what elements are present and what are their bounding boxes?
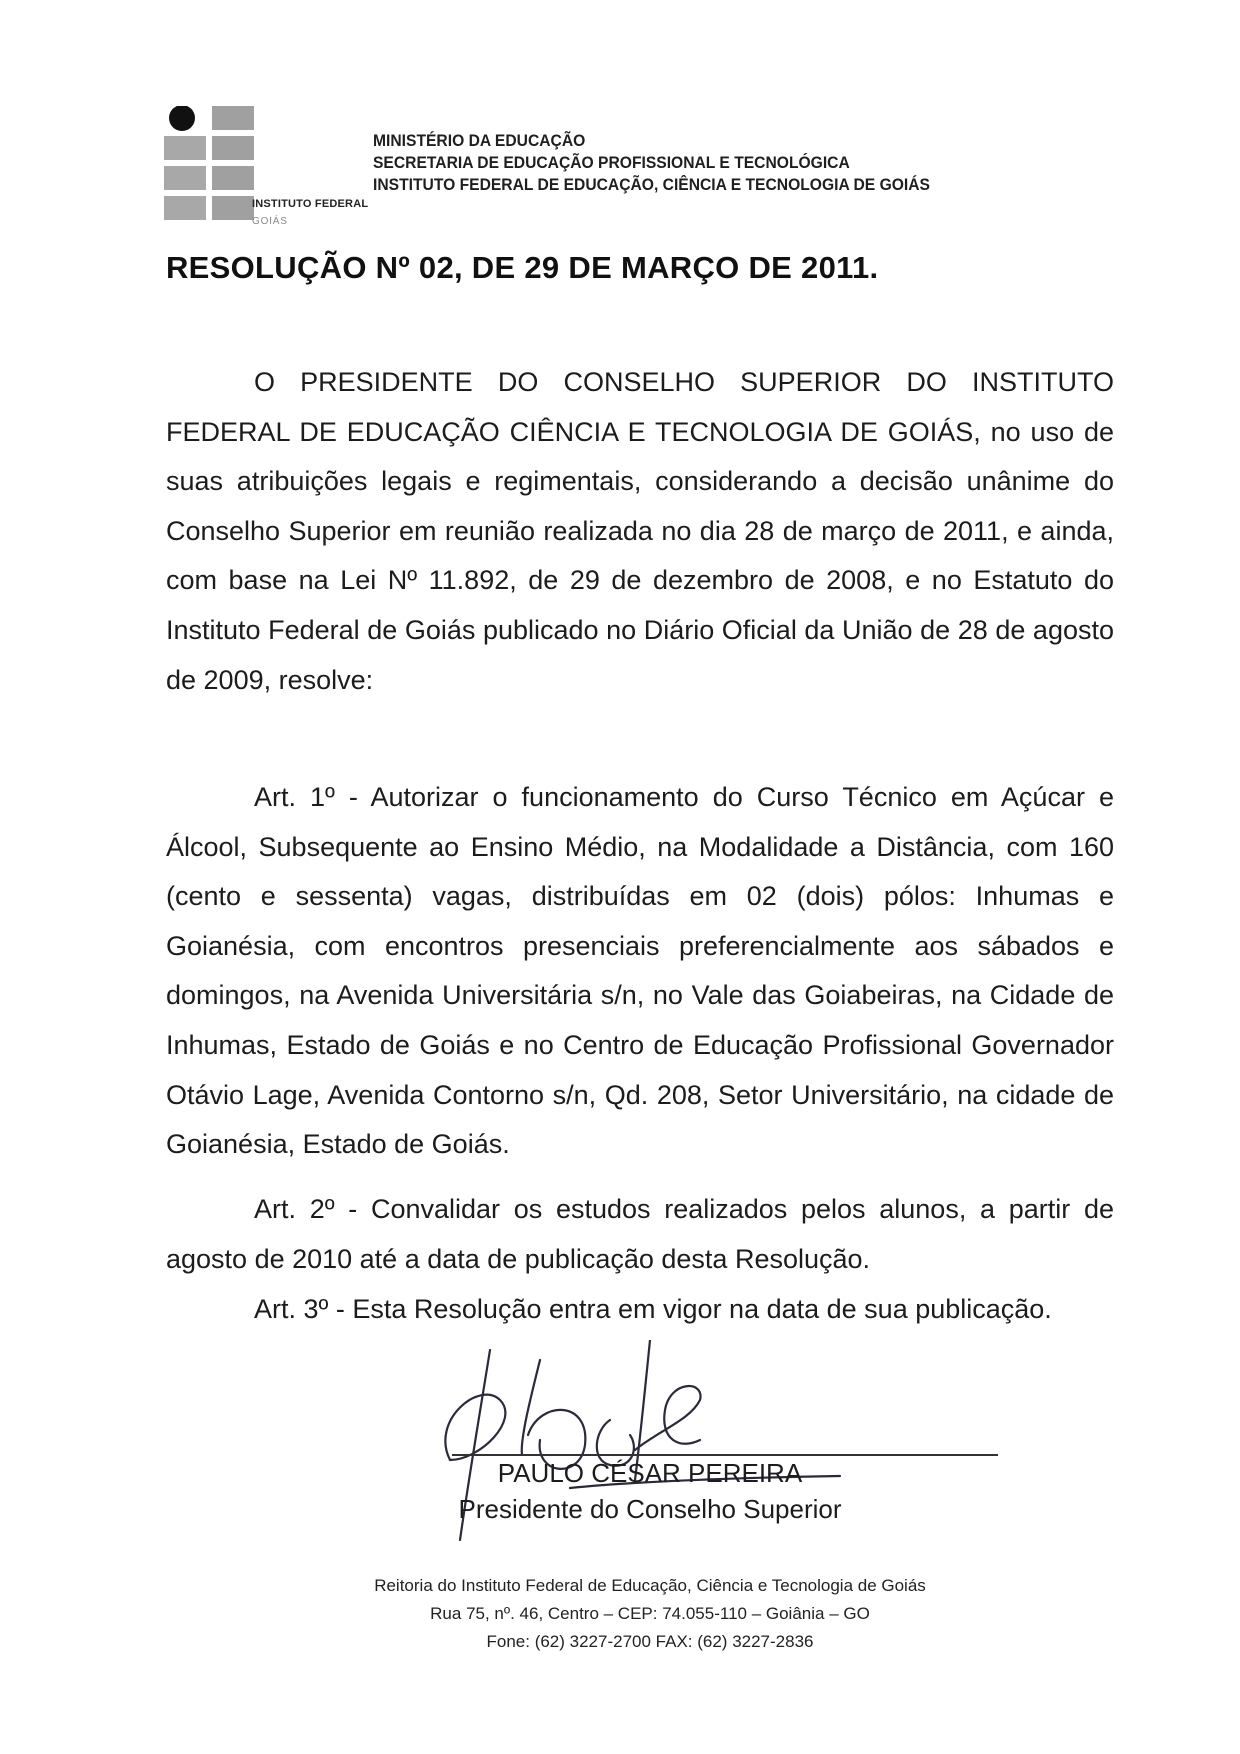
header-line-ministry: MINISTÉRIO DA EDUCAÇÃO xyxy=(373,131,586,150)
preamble-paragraph: O PRESIDENTE DO CONSELHO SUPERIOR DO INSTITUTO FEDERAL DE EDUCAÇÃO CIÊNCIA E TECNOLOGIA DE GOIÁS, no uso de suas atribuições legais e regimentais, considerando a decisão unânime do Conselho Superior em reunião realizada no dia 28 de março de 2011, e ainda, com base na Lei Nº 11.892, de 29 de dezembro de 2008, e no Estatuto do Instituto Federal de Goiás publicado no Diário Oficial da União de 28 de agosto de 2009, resolve: xyxy=(166,367,1114,695)
footer-address: Rua 75, nº. 46, Centro – CEP: 74.055-110 – Goiânia – GO xyxy=(430,1604,870,1623)
article-1: Art. 1º - Autorizar o funcionamento do Curso Técnico em Açúcar e Álcool, Subsequente ao Ensino Médio, na Modalidade a Distância, com 160 (cento e sessenta) vagas, distribuídas em 02 (dois) pólos: Inhumas e Goianésia, com encontros presenciais preferencialmente aos sábados e domingos, na Avenida Universitária s/n, no Vale das Goiabeiras, na Cidade de Inhumas, Estado de Goiás e no Centro de Educação Profissional Governador Otávio Lage, Avenida Contorno s/n, Qd. 208, Setor Universitário, na cidade de Goianésia, Estado de Goiás. xyxy=(166,782,1114,1160)
footer-address-title: Reitoria do Instituto Federal de Educação, Ciência e Tecnologia de Goiás xyxy=(374,1576,926,1595)
government-header xyxy=(373,130,978,196)
footer-phone: Fone: (62) 3227-2700 FAX: (62) 3227-2836 xyxy=(486,1632,814,1651)
institute-label: INSTITUTO FEDERAL xyxy=(252,198,369,210)
signer-role: Presidente do Conselho Superior xyxy=(458,1494,842,1524)
header-line-secretariat: SECRETARIA DE EDUCAÇÃO PROFISSIONAL E TECNOLÓGICA xyxy=(373,153,850,172)
signature-line xyxy=(452,1454,998,1456)
signer-name: PAULO CÉSAR PEREIRA xyxy=(497,1458,803,1488)
article-2: Art. 2º - Convalidar os estudos realizados pelos alunos, a partir de agosto de 2010 até a data de publicação desta Resolução. xyxy=(166,1194,1114,1274)
institute-sublabel: GOIÁS xyxy=(252,216,288,227)
logo-grid-icon xyxy=(162,106,258,230)
institute-logo-icon xyxy=(162,106,258,230)
header-line-institute: INSTITUTO FEDERAL DE EDUCAÇÃO, CIÊNCIA E TECNOLOGIA DE GOIÁS xyxy=(373,175,931,194)
article-3: Art. 3º - Esta Resolução entra em vigor na data de sua publicação. xyxy=(254,1294,1052,1324)
document-title: RESOLUÇÃO Nº 02, DE 29 DE MARÇO DE 2011. xyxy=(166,250,879,285)
